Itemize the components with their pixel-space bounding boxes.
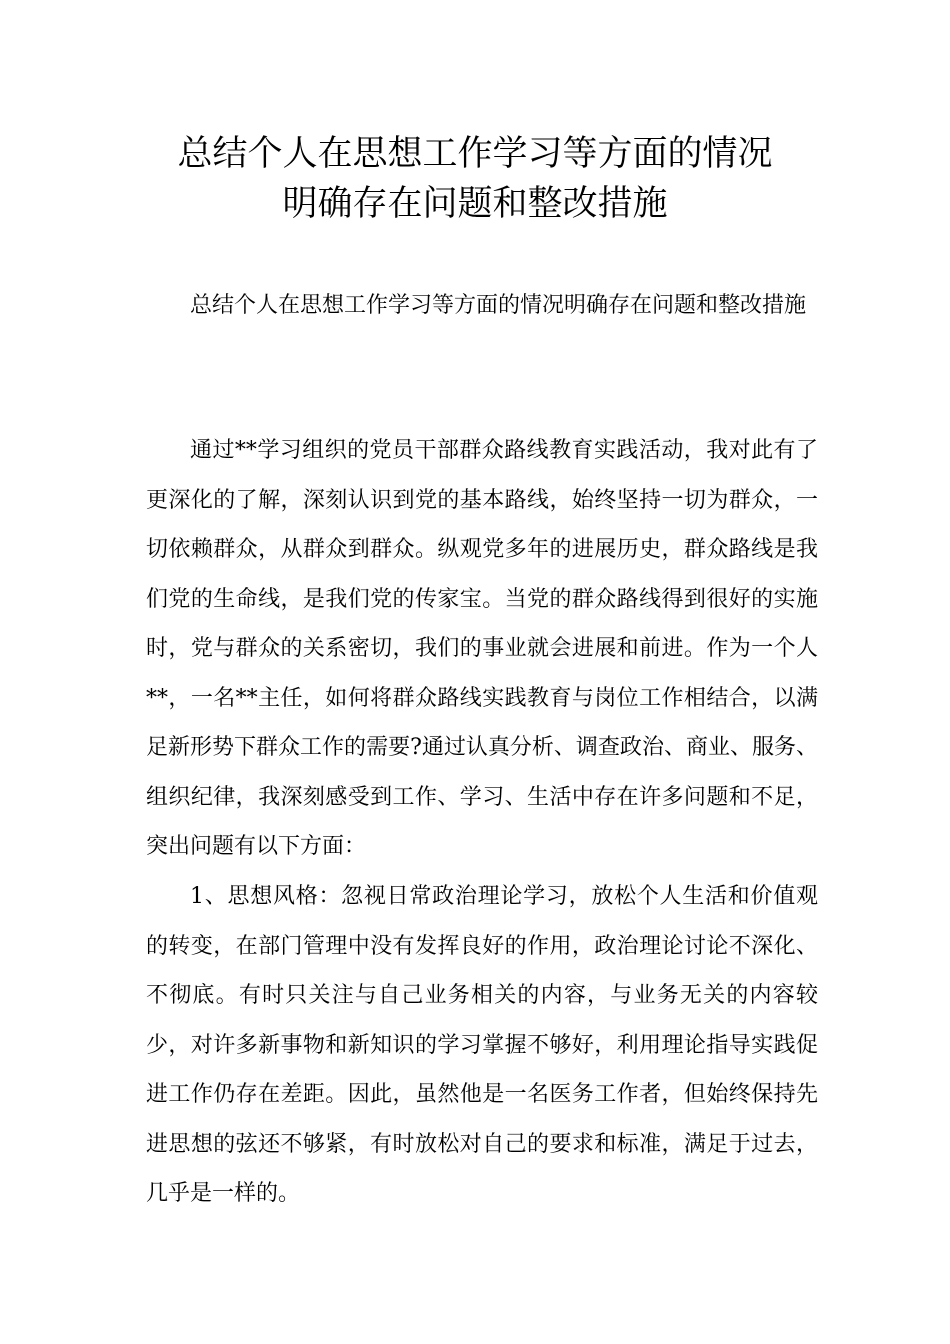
paragraph-main: 通过**学习组织的党员干部群众路线教育实践活动，我对此有了更深化的了解，深刻认识到党的基本路线，始终坚持一切为群众，一切依赖群众，从群众到群众。纵观党多年的进展历史，群众路线是我们党的生命线，是我们党的传家宝。当党的群众路线得到很好的实施时，党与群众的关系密切，我们的事业就会进展和前进。作为一个人**，一名**主任，如何将群众路线实践教育与岗位工作相结合，以满足新形势下群众工作的需要?通过认真分析、调查政治、商业、服务、组织纪律，我深刻感受到工作、学习、生活中存在许多问题和不足，突出问题有以下方面：	[146, 438, 818, 859]
document-title-line-2: 明确存在问题和整改措施	[282, 184, 668, 224]
document-subtitle: 总结个人在思想工作学习等方面的情况明确存在问题和整改措施	[190, 293, 807, 318]
paragraph-item-1: 1、思想风格：忽视日常政治理论学习，放松个人生活和价值观的转变，在部门管理中没有发挥良好的作用，政治理论讨论不深化、不彻底。有时只关注与自己业务相关的内容，与业务无关的内容较少，对许多新事物和新知识的学习掌握不够好，利用理论指导实践促进工作仍存在差距。因此，虽然他是一名医务工作者，但始终保持先进思想的弦还不够紧，有时放松对自己的要求和标准，满足于过去，几乎是一样的。	[146, 884, 818, 1206]
document-title-line-1: 总结个人在思想工作学习等方面的情况	[177, 134, 773, 174]
